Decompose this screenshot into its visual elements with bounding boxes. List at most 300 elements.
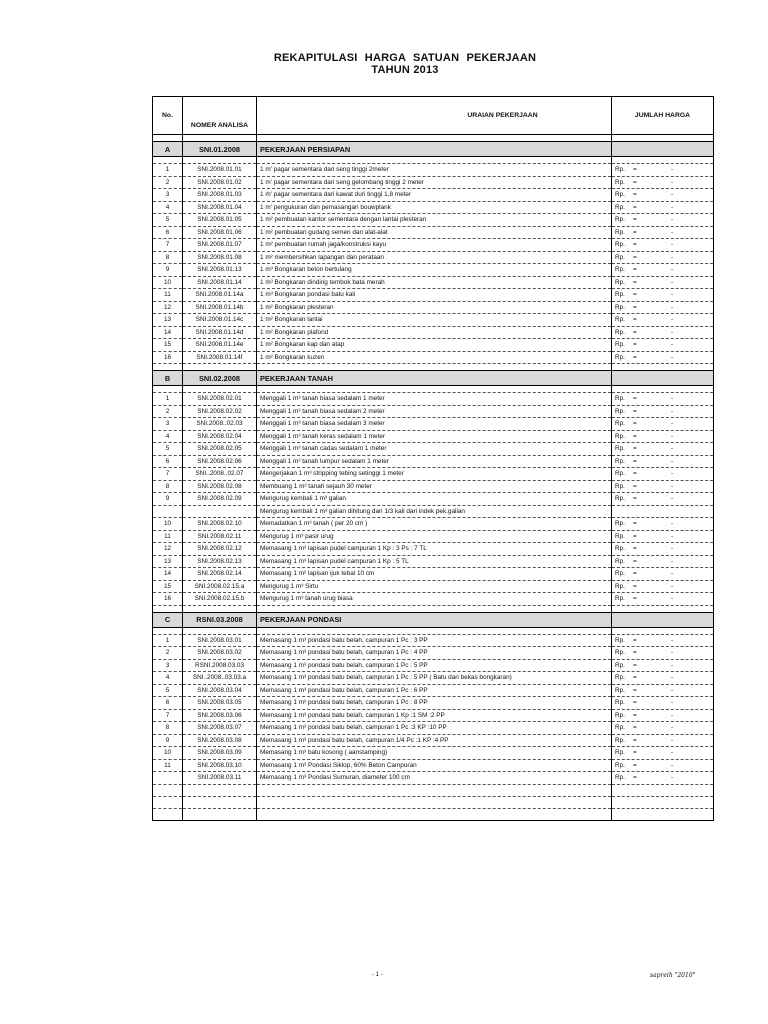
table-row <box>153 580 714 593</box>
empty-cell <box>257 157 612 164</box>
table-row <box>153 164 714 177</box>
empty-cell <box>257 784 612 796</box>
item-number: 2 <box>153 647 183 660</box>
price-cell <box>612 339 714 352</box>
work-description: 1 m² Bongkaran kuzen <box>257 351 612 364</box>
equals-sign: = <box>633 749 637 757</box>
currency-label: Rp. <box>615 749 625 757</box>
work-description: 1 m² pembuatan kantor sementara dengan lantai plesteran <box>257 214 612 227</box>
section-letter: C <box>153 612 183 627</box>
currency-label: Rp. <box>615 557 625 565</box>
analysis-code: SNI.2008.01.06 <box>183 226 257 239</box>
amount-placeholder: - <box>671 191 674 199</box>
work-description: 1 m² pembuatan rumah jaga/konstruksi kayu <box>257 239 612 252</box>
price-cell <box>612 468 714 481</box>
item-number: 5 <box>153 684 183 697</box>
price-cell <box>612 555 714 568</box>
table-row <box>153 747 714 760</box>
empty-cell <box>612 796 714 808</box>
price-cell <box>612 276 714 289</box>
analysis-code: SNI.2008.01.13 <box>183 264 257 277</box>
table-row <box>153 339 714 352</box>
analysis-code: SNI.2008.02.11 <box>183 530 257 543</box>
table-row <box>153 214 714 227</box>
table-row <box>153 684 714 697</box>
item-number: 9 <box>153 734 183 747</box>
equals-sign: = <box>633 520 637 528</box>
currency-label: Rp. <box>615 395 625 403</box>
price-cell <box>612 214 714 227</box>
table-row <box>153 201 714 214</box>
currency-label: Rp. <box>615 711 625 719</box>
analysis-code: SNI.2008.03.08 <box>183 734 257 747</box>
empty-cell <box>153 796 183 808</box>
equals-sign: = <box>633 761 637 769</box>
currency-label: Rp. <box>615 761 625 769</box>
table-row <box>153 301 714 314</box>
analysis-code: SNI.2008.03.01 <box>183 634 257 647</box>
work-description: Memasang 1 m³ pondasi batu belah, campuran 1 Pc : 8 PP <box>257 697 612 710</box>
work-description: Memasang 1 m³ Pondasi Sumuran, diameter 100 cm <box>257 772 612 785</box>
table-row <box>153 518 714 531</box>
currency-label: Rp. <box>615 686 625 694</box>
amount-placeholder: - <box>671 457 674 465</box>
equals-sign: = <box>633 253 637 261</box>
currency-label: Rp. <box>615 241 625 249</box>
amount-placeholder: - <box>671 420 674 428</box>
item-number: 12 <box>153 543 183 556</box>
empty-cell <box>257 796 612 808</box>
header-price: JUMLAH HARGA <box>612 97 714 135</box>
work-description: 1 m² Bongkaran kap dan atap <box>257 339 612 352</box>
work-description: Menggali 1 m³ tanah biasa sedalam 3 meter <box>257 418 612 431</box>
work-description: Memasang 1 m³ lapisan pudel campuran 1 Kp : 3 Ps : 7 TL <box>257 543 612 556</box>
empty-cell <box>612 157 714 164</box>
table-row <box>153 480 714 493</box>
work-description: Menggali 1 m³ tanah cadas sedalam 1 meter <box>257 443 612 456</box>
work-description: 1 m² Bongkaran lantai <box>257 314 612 327</box>
analysis-code <box>183 505 257 518</box>
amount-placeholder: - <box>671 661 674 669</box>
price-cell <box>612 189 714 202</box>
section-title: PEKERJAAN TANAH <box>257 371 612 386</box>
item-number: 5 <box>153 443 183 456</box>
currency-label: Rp. <box>615 595 625 603</box>
item-number: 3 <box>153 189 183 202</box>
item-number <box>153 772 183 785</box>
equals-sign: = <box>633 432 637 440</box>
price-cell <box>612 647 714 660</box>
work-description: Memasang 1 m² lapisan ijuk tebal 10 cm <box>257 568 612 581</box>
currency-label: Rp. <box>615 482 625 490</box>
empty-cell <box>183 386 257 393</box>
work-description: Mengurug 1 m³ pasir urug <box>257 530 612 543</box>
table-row <box>153 647 714 660</box>
table-row <box>153 772 714 785</box>
item-number: 11 <box>153 289 183 302</box>
amount-placeholder: - <box>671 545 674 553</box>
item-number: 11 <box>153 530 183 543</box>
amount-placeholder: - <box>671 445 674 453</box>
section-code: RSNI.03.2008 <box>183 612 257 627</box>
analysis-code: SNI..2008..03.03.a <box>183 672 257 685</box>
price-cell <box>612 697 714 710</box>
currency-label: Rp. <box>615 674 625 682</box>
currency-label: Rp. <box>615 520 625 528</box>
price-cell <box>612 672 714 685</box>
analysis-code: SNI.2008.02.05 <box>183 443 257 456</box>
spacer-row <box>153 627 714 634</box>
price-cell <box>612 393 714 406</box>
table-row <box>153 722 714 735</box>
work-description: Menggali 1 m³ tanah biasa sedalam 1 meter <box>257 393 612 406</box>
work-description: Mengurug 1 m³ Sirtu <box>257 580 612 593</box>
equals-sign: = <box>633 736 637 744</box>
equals-sign: = <box>633 420 637 428</box>
currency-label: Rp. <box>615 266 625 274</box>
equals-sign: = <box>633 674 637 682</box>
table-row <box>153 176 714 189</box>
analysis-code: SNI.2008.01.14b <box>183 301 257 314</box>
section-header-row <box>153 142 714 157</box>
price-cell <box>612 405 714 418</box>
amount-placeholder: - <box>671 316 674 324</box>
empty-cell <box>257 605 612 612</box>
empty-cell <box>153 386 183 393</box>
item-number: 3 <box>153 418 183 431</box>
analysis-code: RSNI.2008.03.03 <box>183 659 257 672</box>
equals-sign: = <box>633 228 637 236</box>
empty-cell <box>257 808 612 820</box>
item-number: 14 <box>153 568 183 581</box>
amount-placeholder: - <box>671 470 674 478</box>
item-number: 16 <box>153 593 183 606</box>
header-code: NOMER ANALISA <box>183 97 257 135</box>
analysis-code: SNI.2008.03.04 <box>183 684 257 697</box>
equals-sign: = <box>633 711 637 719</box>
currency-label: Rp. <box>615 432 625 440</box>
currency-label: Rp. <box>615 341 625 349</box>
work-description: Memasang 1 m³ pondasi batu belah, campuran 1/4 Pc :1 KP :4 PP <box>257 734 612 747</box>
analysis-code: SNI.2008.02.15.a <box>183 580 257 593</box>
amount-placeholder: - <box>671 649 674 657</box>
item-number: 10 <box>153 276 183 289</box>
price-cell <box>612 326 714 339</box>
equals-sign: = <box>633 724 637 732</box>
price-cell <box>612 264 714 277</box>
table-row <box>153 634 714 647</box>
work-description: Memasang 1 m³ pondasi batu belah, campuran 1 Pc : 4 PP <box>257 647 612 660</box>
analysis-code: SNI.2008.03.02 <box>183 647 257 660</box>
item-number: 8 <box>153 251 183 264</box>
analysis-code: SNI.2008.03.09 <box>183 747 257 760</box>
equals-sign: = <box>633 353 637 361</box>
currency-label: Rp. <box>615 291 625 299</box>
empty-cell <box>153 605 183 612</box>
blank-row <box>153 808 714 820</box>
equals-sign: = <box>633 636 637 644</box>
spacer-row <box>153 386 714 393</box>
empty-cell <box>183 135 257 142</box>
item-number: 10 <box>153 518 183 531</box>
currency-label: Rp. <box>615 216 625 224</box>
price-recap-table <box>152 96 714 821</box>
analysis-code: SNI.2008.02.01 <box>183 393 257 406</box>
amount-placeholder: - <box>671 686 674 694</box>
currency-label: Rp. <box>615 582 625 590</box>
table-row <box>153 239 714 252</box>
price-cell <box>612 176 714 189</box>
header-desc: URAIAN PEKERJAAN <box>257 97 612 135</box>
empty-cell <box>612 784 714 796</box>
analysis-code: SNI.2008.01.01 <box>183 164 257 177</box>
currency-label: Rp. <box>615 636 625 644</box>
amount-placeholder: - <box>671 203 674 211</box>
price-cell <box>612 418 714 431</box>
analysis-code: SNI.2008.02.14 <box>183 568 257 581</box>
page-number: - 1 - <box>372 972 383 978</box>
table-row <box>153 734 714 747</box>
item-number: 16 <box>153 351 183 364</box>
equals-sign: = <box>633 191 637 199</box>
work-description: 1 m' pagar sementara dari seng gelombang tinggi 2 meter <box>257 176 612 189</box>
item-number: 1 <box>153 393 183 406</box>
item-number: 9 <box>153 264 183 277</box>
equals-sign: = <box>633 328 637 336</box>
price-cell <box>612 722 714 735</box>
table-row <box>153 505 714 518</box>
analysis-code: SNI.2008.02.06 <box>183 455 257 468</box>
table-row <box>153 493 714 506</box>
price-cell <box>612 251 714 264</box>
item-number: 1 <box>153 164 183 177</box>
analysis-code: SNI.2008.02.13 <box>183 555 257 568</box>
item-number: 3 <box>153 659 183 672</box>
amount-placeholder: - <box>671 595 674 603</box>
work-description: Mengurug kembali 1 m³ galian <box>257 493 612 506</box>
price-cell <box>612 289 714 302</box>
price-cell <box>612 201 714 214</box>
table-row <box>153 455 714 468</box>
item-number: 13 <box>153 314 183 327</box>
currency-label: Rp. <box>615 470 625 478</box>
section-header-row <box>153 612 714 627</box>
table-row <box>153 543 714 556</box>
section-price-cell <box>612 612 714 627</box>
analysis-code: SNI.2008.03.05 <box>183 697 257 710</box>
work-description: 1 m³ Bongkaran beton bertulang <box>257 264 612 277</box>
amount-placeholder: - <box>671 557 674 565</box>
table-header-row <box>153 97 714 135</box>
empty-cell <box>612 627 714 634</box>
currency-label: Rp. <box>615 316 625 324</box>
equals-sign: = <box>633 216 637 224</box>
price-cell <box>612 351 714 364</box>
table-row <box>153 555 714 568</box>
analysis-code: SNI.2008.03.11 <box>183 772 257 785</box>
document-title: REKAPITULASI HARGA SATUAN PEKERJAAN <box>273 52 537 64</box>
analysis-code: SNI.2008.01.04 <box>183 201 257 214</box>
work-description: Memasang 1 m³ pondasi batu belah, campuran 1 Pc : 5 PP <box>257 659 612 672</box>
work-description: Memasang 1 m³ pondasi batu belah, campuran 1 Pc : 6 PP <box>257 684 612 697</box>
work-description: 1 m' pengukuran dan pemasangan bouwplank <box>257 201 612 214</box>
amount-placeholder: - <box>671 216 674 224</box>
price-cell <box>612 493 714 506</box>
analysis-code: SNI.2008.02.12 <box>183 543 257 556</box>
item-number: 12 <box>153 301 183 314</box>
item-number: 9 <box>153 493 183 506</box>
table-row <box>153 405 714 418</box>
table-row <box>153 418 714 431</box>
empty-cell <box>153 627 183 634</box>
amount-placeholder: - <box>671 636 674 644</box>
price-cell <box>612 593 714 606</box>
spacer-row <box>153 135 714 142</box>
analysis-code: SNI.2008.02.02 <box>183 405 257 418</box>
table-row <box>153 568 714 581</box>
currency-label: Rp. <box>615 457 625 465</box>
amount-placeholder: - <box>671 724 674 732</box>
amount-placeholder: - <box>671 241 674 249</box>
blank-row <box>153 784 714 796</box>
equals-sign: = <box>633 582 637 590</box>
equals-sign: = <box>633 395 637 403</box>
amount-placeholder: - <box>671 532 674 540</box>
empty-cell <box>612 386 714 393</box>
empty-cell <box>257 386 612 393</box>
work-description: 1 m² pembuatan gudang semen dan alat-alat <box>257 226 612 239</box>
equals-sign: = <box>633 278 637 286</box>
currency-label: Rp. <box>615 736 625 744</box>
amount-placeholder: - <box>671 395 674 403</box>
item-number: 8 <box>153 480 183 493</box>
amount-placeholder: - <box>671 570 674 578</box>
amount-placeholder: - <box>671 736 674 744</box>
analysis-code: SNI..2008..02.07 <box>183 468 257 481</box>
item-number: 7 <box>153 468 183 481</box>
analysis-code: SNI.2008.01.14c <box>183 314 257 327</box>
analysis-code: SNI.2008.03.10 <box>183 759 257 772</box>
item-number: 13 <box>153 555 183 568</box>
price-cell <box>612 659 714 672</box>
equals-sign: = <box>633 316 637 324</box>
amount-placeholder: - <box>671 266 674 274</box>
amount-placeholder: - <box>671 178 674 186</box>
empty-cell <box>183 784 257 796</box>
price-cell <box>612 568 714 581</box>
currency-label: Rp. <box>615 303 625 311</box>
blank-row <box>153 796 714 808</box>
currency-label: Rp. <box>615 166 625 174</box>
table-row <box>153 468 714 481</box>
currency-label: Rp. <box>615 724 625 732</box>
spacer-row <box>153 364 714 371</box>
work-description: 1 m³ Bongkaran pondasi batu kali <box>257 289 612 302</box>
amount-placeholder: - <box>671 253 674 261</box>
analysis-code: SNI.2008.01.14d <box>183 326 257 339</box>
work-description: Memasang 1 m³ pondasi batu belah, campuran 1 Pc :3 KP :10 PP <box>257 722 612 735</box>
work-description: 1 m' pagar sementara dari seng tinggi 2meter <box>257 164 612 177</box>
item-number: 7 <box>153 239 183 252</box>
table-row <box>153 251 714 264</box>
empty-cell <box>153 364 183 371</box>
empty-cell <box>183 808 257 820</box>
work-description: 1 m' pagar sementara dari kawat duri tinggi 1,8 meter <box>257 189 612 202</box>
item-number: 10 <box>153 747 183 760</box>
work-description: Memasang 1 m³ batu kosong ( aanstamping) <box>257 747 612 760</box>
spacer-row <box>153 605 714 612</box>
empty-cell <box>612 364 714 371</box>
equals-sign: = <box>633 595 637 603</box>
analysis-code: SNI.2008.01.14e <box>183 339 257 352</box>
analysis-code: SNI.2008.02.10 <box>183 518 257 531</box>
empty-cell <box>183 157 257 164</box>
analysis-code: SNI.2008.01.08 <box>183 251 257 264</box>
amount-placeholder: - <box>671 774 674 782</box>
analysis-code: SNI.2008..02.03 <box>183 418 257 431</box>
price-cell <box>612 543 714 556</box>
table-row <box>153 393 714 406</box>
item-number: 2 <box>153 405 183 418</box>
work-description: 1 m³ Bongkaran dinding tembok bata merah <box>257 276 612 289</box>
price-cell <box>612 747 714 760</box>
amount-placeholder: - <box>671 699 674 707</box>
work-description: Mengerjakan 1 m³ stripping tebing setinggi 1 meter <box>257 468 612 481</box>
item-number: 15 <box>153 580 183 593</box>
price-cell <box>612 314 714 327</box>
empty-cell <box>153 157 183 164</box>
currency-label: Rp. <box>615 774 625 782</box>
price-cell <box>612 443 714 456</box>
amount-placeholder: - <box>671 711 674 719</box>
analysis-code: SNI.2008.01.14a <box>183 289 257 302</box>
amount-placeholder: - <box>671 495 674 503</box>
amount-placeholder: - <box>671 291 674 299</box>
item-number: 4 <box>153 430 183 443</box>
item-number: 7 <box>153 709 183 722</box>
price-cell <box>612 226 714 239</box>
work-description: Memasang 1 m³ Pondasi Siklop, 60% Beton Campuran <box>257 759 612 772</box>
equals-sign: = <box>633 241 637 249</box>
amount-placeholder: - <box>671 749 674 757</box>
empty-cell <box>612 808 714 820</box>
amount-placeholder: - <box>671 341 674 349</box>
item-number <box>153 505 183 518</box>
section-code: SNI.02.2008 <box>183 371 257 386</box>
price-cell <box>612 455 714 468</box>
price-cell <box>612 530 714 543</box>
work-description: Memasang 1 m³ pondasi batu belah, campuran 1 Pc : 3 PP <box>257 634 612 647</box>
currency-label: Rp. <box>615 532 625 540</box>
analysis-code: SNI.2008.01.02 <box>183 176 257 189</box>
equals-sign: = <box>633 699 637 707</box>
item-number: 6 <box>153 226 183 239</box>
empty-cell <box>257 364 612 371</box>
analysis-code: SNI.2008.02.09 <box>183 493 257 506</box>
item-number: 15 <box>153 339 183 352</box>
analysis-code: SNI.2008.01.05 <box>183 214 257 227</box>
work-description: 1 m² membersihkan lapangan dan perataan <box>257 251 612 264</box>
equals-sign: = <box>633 203 637 211</box>
item-number: 4 <box>153 201 183 214</box>
table-row <box>153 430 714 443</box>
work-description: Membuang 1 m³ tanah sejauh 30 meter <box>257 480 612 493</box>
table-row <box>153 709 714 722</box>
analysis-code: SNI.2008.03.07 <box>183 722 257 735</box>
amount-placeholder: - <box>671 520 674 528</box>
item-number: 5 <box>153 214 183 227</box>
price-cell <box>612 634 714 647</box>
